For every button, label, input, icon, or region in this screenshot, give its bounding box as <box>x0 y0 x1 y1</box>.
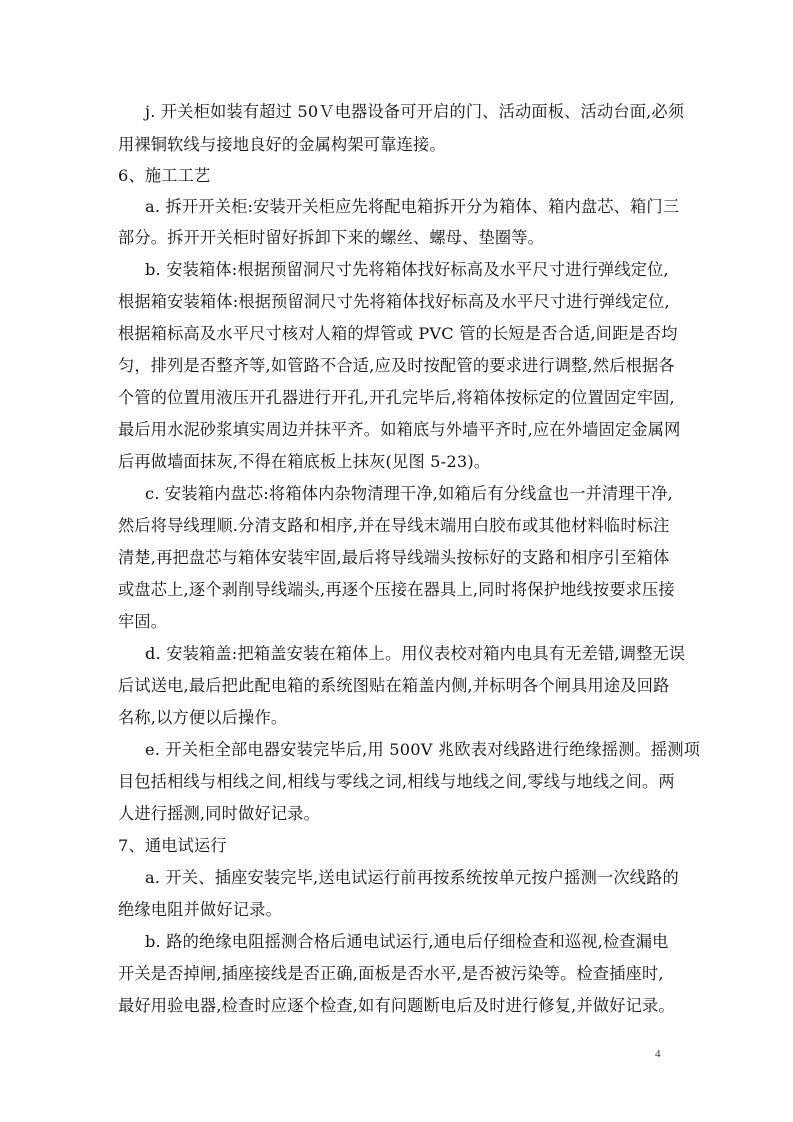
text-line: e. 开关柜全部电器安装完毕后,用 500V 兆欧表对线路进行绝缘摇测。摇测项 <box>145 740 701 759</box>
text-line: 个管的位置用液压开孔器进行开孔,开孔完毕后,将箱体按标定的位置固定牢固, <box>118 388 675 407</box>
text-line: 用裸铜软线与接地良好的金属构架可靠连接。 <box>118 135 446 154</box>
text-line: 名称,以方便以后操作。 <box>118 708 288 727</box>
text-line: 人进行摇测,同时做好记录。 <box>118 804 320 823</box>
text-line: b. 安装箱体:根据预留洞尺寸先将箱体找好标高及水平尺寸进行弹线定位, <box>145 260 669 279</box>
text-line: 或盘芯上,逐个剥削导线端头,再逐个压接在器具上,同时将保护地线按要求压接 <box>118 580 675 599</box>
text-line: 后试送电,最后把此配电箱的系统图贴在箱盖内侧,并标明各个闸具用途及回路 <box>118 676 670 695</box>
text-line: 牢固。 <box>118 612 168 631</box>
text-line: 根据箱标高及水平尺寸核对人箱的焊管或 PVC 管的长短是否合适,间距是否均 <box>118 324 678 343</box>
text-line: 最后用水泥砂浆填实周边并抹平齐。如箱底与外墙平齐时,应在外墙固定金属网 <box>118 420 681 439</box>
page-number: 4 <box>655 1048 661 1060</box>
text-line: a. 开关、插座安装完毕,送电试运行前再按系统按单元按户摇测一次线路的 <box>145 868 679 887</box>
text-line: 后再做墙面抹灰,不得在箱底板上抹灰(见图 5-23)。 <box>118 452 491 471</box>
text-line: 绝缘电阻并做好记录。 <box>118 900 282 919</box>
text-line: 6、施工工艺 <box>118 166 211 185</box>
text-line: 开关是否掉闸,插座接线是否正确,面板是否水平,是否被污染等。检查插座时, <box>118 964 664 983</box>
text-line: 清楚,再把盘芯与箱体安装牢固,最后将导线端头按标好的支路和相序引至箱体 <box>118 548 670 567</box>
text-line: 目包括相线与相线之间,相线与零线之词,相线与地线之间,零线与地线之间。两 <box>118 772 675 791</box>
text-line: c. 安装箱内盘芯:将箱体内杂物清理干净,如箱后有分线盒也一并清理干净, <box>145 484 673 503</box>
text-line: 然后将导线理顺.分清支路和相序,并在导线末端用白胶布或其他材料临时标注 <box>118 516 670 535</box>
text-line: b. 路的绝缘电阻摇测合格后通电试运行,通电后仔细检查和巡视,检查漏电 <box>145 932 669 951</box>
text-line: 部分。拆开开关柜时留好拆卸下来的螺丝、螺母、垫圈等。 <box>118 228 545 247</box>
text-line: a. 拆开开关柜:安装开关柜应先将配电箱拆开分为箱体、箱内盘芯、箱门三 <box>145 197 680 216</box>
text-line: d. 安装箱盖:把箱盖安装在箱体上。用仪表校对箱内电具有无差错,调整无误 <box>145 644 686 663</box>
text-line: 最好用验电器,检查时应逐个检查,如有问题断电后及时进行修复,并做好记录。 <box>118 996 675 1015</box>
text-line: 根据箱安装箱体:根据预留洞尺寸先将箱体找好标高及水平尺寸进行弹线定位, <box>118 292 670 311</box>
text-line: j. 开关柜如装有超过 50Ｖ电器设备可开启的门、活动面板、活动台面,必须 <box>145 102 685 121</box>
text-line: 7、通电试运行 <box>118 836 227 855</box>
text-line: 匀，排列是否整齐等,如管路不合适,应及时按配管的要求进行调整,然后根据各 <box>118 356 675 375</box>
